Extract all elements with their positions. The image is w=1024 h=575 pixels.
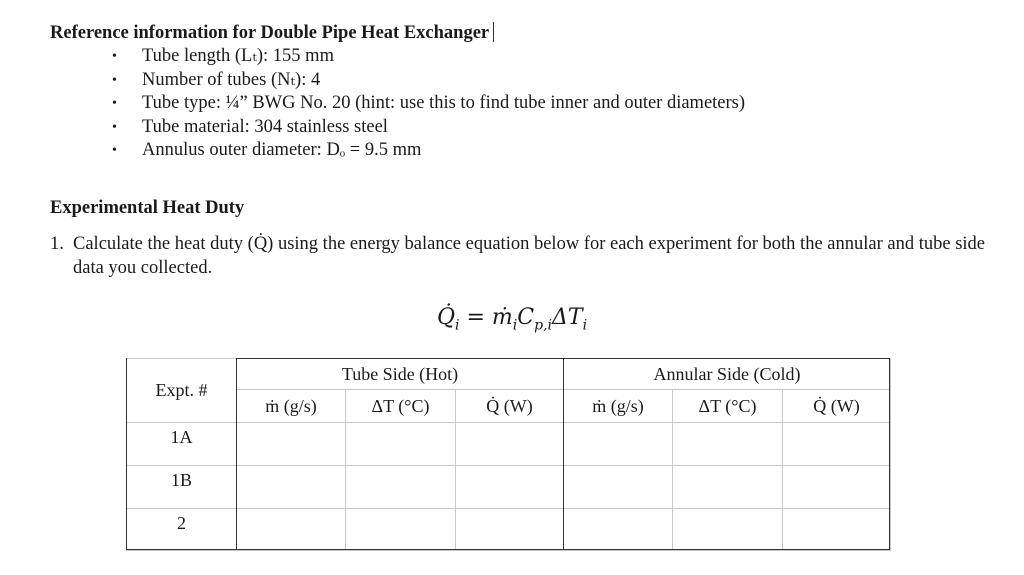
table-cell <box>564 423 673 466</box>
table-cell <box>783 509 891 551</box>
table-cell <box>456 466 564 509</box>
table-row <box>127 466 891 509</box>
table-cell <box>346 423 456 466</box>
annular-delta-t-header: ΔT (°C) <box>673 390 783 423</box>
table-cell <box>783 423 891 466</box>
eq-mdot: ṁ <box>491 305 513 330</box>
table-row <box>127 423 891 466</box>
eq-delta-t: ΔT <box>552 305 583 330</box>
text-cursor <box>493 22 494 42</box>
instruction-number: 1. <box>50 234 64 254</box>
heat-duty-table <box>126 358 891 551</box>
table-cell <box>346 509 456 551</box>
reference-list <box>112 45 745 163</box>
reference-title-text: Reference information for Double Pipe Heat Exchanger <box>50 23 490 43</box>
tube-q-header: Q̇ (W) <box>456 390 564 423</box>
bullet-icon: • <box>112 143 117 158</box>
table-cell <box>673 423 783 466</box>
expt-header: Expt. # <box>127 359 237 423</box>
table-row <box>127 509 891 551</box>
bullet-icon: • <box>112 96 117 111</box>
reference-item-tube-length: • Tube length (Lₜ): 155 mm <box>112 45 745 69</box>
table-cell <box>564 509 673 551</box>
energy-balance-equation: $Q̇_i$ = $ṁ_iC_{p,i}\Delta T_i$ <box>436 305 588 334</box>
experimental-title: Experimental Heat Duty <box>50 198 245 218</box>
table-cell <box>237 509 346 551</box>
eq-cp: C <box>517 305 535 330</box>
annular-q-header: Q̇ (W) <box>783 390 891 423</box>
bullet-icon: • <box>112 49 117 64</box>
table-cell <box>783 466 891 509</box>
reference-item-annulus-diameter: • Annulus outer diameter: Dₒ = 9.5 mm <box>112 139 745 163</box>
table-cell <box>673 509 783 551</box>
annular-side-header: Annular Side (Cold) <box>564 359 891 390</box>
table-cell <box>456 423 564 466</box>
table-cell <box>564 466 673 509</box>
tube-delta-t-header: ΔT (°C) <box>346 390 456 423</box>
expt-cell: 1A <box>127 423 237 466</box>
table-cell <box>346 466 456 509</box>
expt-cell: 1B <box>127 466 237 509</box>
tube-side-header: Tube Side (Hot) <box>237 359 564 390</box>
table-cell <box>456 509 564 551</box>
expt-cell: 2 <box>127 509 237 551</box>
annular-mdot-header: ṁ (g/s) <box>564 390 673 423</box>
reference-item-tube-material: • Tube material: 304 stainless steel <box>112 116 745 140</box>
eq-q: Q̇ <box>436 305 455 330</box>
tube-mdot-header: ṁ (g/s) <box>237 390 346 423</box>
bullet-icon: • <box>112 119 117 135</box>
reference-item-number-of-tubes: • Number of tubes (Nₜ): 4 <box>112 69 745 93</box>
instruction-item <box>50 232 990 280</box>
table-cell <box>237 423 346 466</box>
instruction-text: Calculate the heat duty (Q̇) using the energy balance equation below for each experiment for both the annular and tube side data you collected. <box>73 234 985 278</box>
table-cell <box>237 466 346 509</box>
reference-item-tube-type: • Tube type: ¼” BWG No. 20 (hint: use this to find tube inner and outer diameters) <box>112 92 745 116</box>
bullet-icon: • <box>112 72 117 88</box>
reference-title <box>50 22 494 44</box>
table-cell <box>673 466 783 509</box>
